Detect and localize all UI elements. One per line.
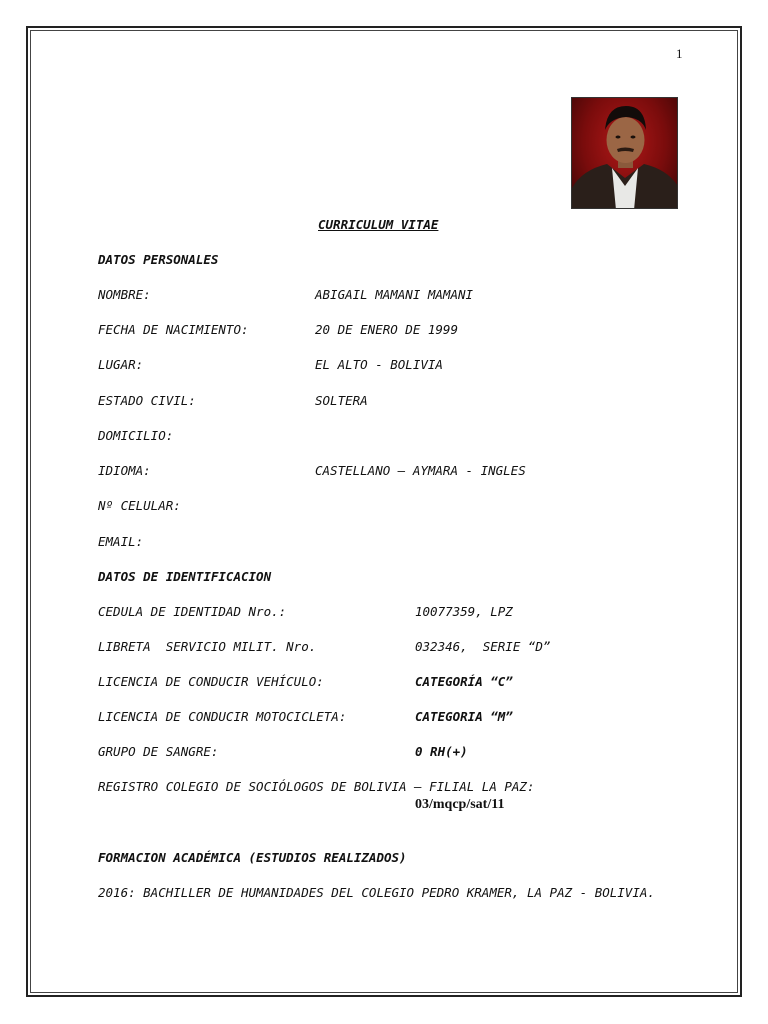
name-label: NOMBRE: [98, 287, 151, 302]
id-card-value: 10077359, LPZ [415, 604, 513, 619]
education-heading: FORMACION ACADÉMICA (ESTUDIOS REALIZADOS) [98, 850, 407, 865]
document-title: CURRICULUM VITAE [318, 217, 439, 232]
military-book-label: LIBRETA SERVICIO MILIT. Nro. [98, 639, 317, 654]
personal-data-heading: DATOS PERSONALES [98, 252, 219, 267]
id-card-label: CEDULA DE IDENTIDAD Nro.: [98, 604, 287, 619]
email-label: EMAIL: [98, 534, 144, 549]
name-value: ABIGAIL MAMANI MAMANI [315, 287, 474, 302]
motorcycle-license-value: CATEGORIA “M” [415, 709, 513, 724]
registry-value: 03/mqcp/sat/11 [415, 797, 505, 812]
blood-type-label: GRUPO DE SANGRE: [98, 744, 219, 759]
civil-status-label: ESTADO CIVIL: [98, 393, 196, 408]
birthdate-value: 20 DE ENERO DE 1999 [315, 322, 458, 337]
profile-photo [571, 97, 678, 209]
page-number: 1 [676, 46, 683, 61]
military-book-value: 032346, SERIE “D” [415, 639, 551, 654]
phone-label: Nº CELULAR: [98, 498, 181, 513]
address-label: DOMICILIO: [98, 428, 174, 443]
registry-label: REGISTRO COLEGIO DE SOCIÓLOGOS DE BOLIVIA – FILIAL LA PAZ: [98, 779, 535, 794]
vehicle-license-value: CATEGORÍA “C” [415, 674, 513, 689]
motorcycle-license-label: LICENCIA DE CONDUCIR MOTOCICLETA: [98, 709, 347, 724]
birthdate-label: FECHA DE NACIMIENTO: [98, 322, 249, 337]
place-label: LUGAR: [98, 357, 144, 372]
vehicle-license-label: LICENCIA DE CONDUCIR VEHÍCULO: [98, 674, 324, 689]
portrait-image [572, 98, 678, 209]
blood-type-value: 0 RH(+) [415, 744, 468, 759]
language-label: IDIOMA: [98, 463, 151, 478]
place-value: EL ALTO - BOLIVIA [315, 357, 443, 372]
education-entry: 2016: BACHILLER DE HUMANIDADES DEL COLEGIO PEDRO KRAMER, LA PAZ - BOLIVIA. [98, 885, 655, 900]
language-value: CASTELLANO – AYMARA - INGLES [315, 463, 526, 478]
identification-heading: DATOS DE IDENTIFICACION [98, 569, 272, 584]
civil-status-value: SOLTERA [315, 393, 368, 408]
